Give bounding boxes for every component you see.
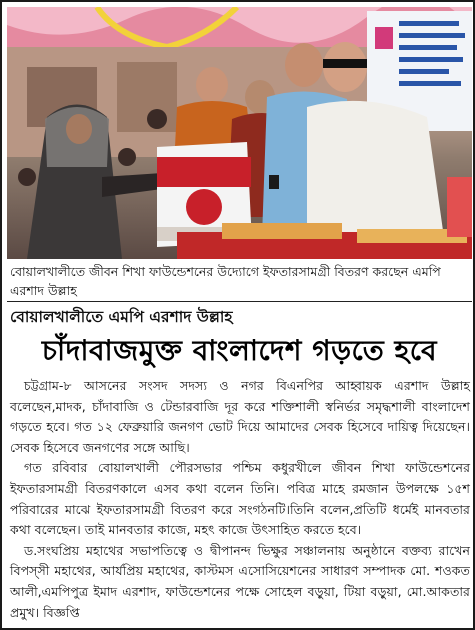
photo-caption: বোয়ালখালীতে জীবন শিখা ফাউন্ডেশনের উদ্যোগে ইফতারসামগ্রী বিতরণ করছেন এমপি এরশাদ উল্লাহ <box>10 264 441 298</box>
box <box>222 223 342 239</box>
signboard-logo <box>375 27 393 49</box>
kicker-headline: বোয়ালখালীতে এমপি এরশাদ উল্লাহ <box>10 308 233 326</box>
paragraph: চট্টগ্রাম-৮ আসনের সংসদ সদস্য ও নগর বিএনপির আহ্বায়ক এরশাদ উল্লাহ বলেছেন,মাদক, চাঁদাবাজি ও টেন্ডারবাজি দূর করে শক্তিশালী স্বনির্ভর সমৃদ্ধশালী বাংলাদেশ গড়তে হবে। গত ১২ ফেব্রুয়ারি জনগণ ভোট দিয়ে আমাদের সেবক হিসেবে দায়িত্ব দিয়েছেন। সেবক হিসেবে জনগণের সঙ্গে আছি। <box>10 378 470 455</box>
photo-illustration <box>7 7 472 259</box>
doorway <box>117 62 177 132</box>
divider <box>7 301 472 302</box>
main-headline: চাঁদাবাজমুক্ত বাংলাদেশ গড়তে হবে <box>41 334 438 367</box>
news-photo <box>7 7 472 259</box>
wristwatch <box>269 175 279 189</box>
article-body <box>10 376 470 623</box>
paragraph: গত রবিবার বোয়ালখালী পৌরসভার পশ্চিম কধুরখীলে জীবন শিখা ফাউন্ডেশনের ইফতারসামগ্রী বিতরণকালে এসব কথা বলেন তিনি। পবিত্র মাহে রমজান উপলক্ষে ১৫শ পরিবারের মাঝে ইফতারসামগ্রী বিতরণ করে সংগঠনটি।তিনি বলেন,প্রতিটি ধর্মেই মানবতার কথা বলেছেন। তাই মানবতার কাজে, মহৎ কাজে উৎসাহিত করতে হবে। <box>10 460 470 538</box>
right-edge-person <box>447 177 472 237</box>
paragraph: ড.সংঘপ্রিয় মহাথের সভাপতিত্বে ও দ্বীপানন্দ ভিক্ষুর সঞ্চালনায় অনুষ্ঠানে বক্তব্য রাখেন বিপস্সী মহাথের, আর্যপ্রিয় মহাথের, কাস্টমস এসোসিয়েশনের সাধারণ সম্পাদক মো. শওকত আলী,এমপিপুত্র ইমাদ এরশাদ, ফাউন্ডেশনের পক্ষে সোহেল বড়ুয়া, টিয়া বড়ুয়া, মো.আকতার প্রমুখ। বিজ্ঞপ্তি <box>10 542 470 620</box>
